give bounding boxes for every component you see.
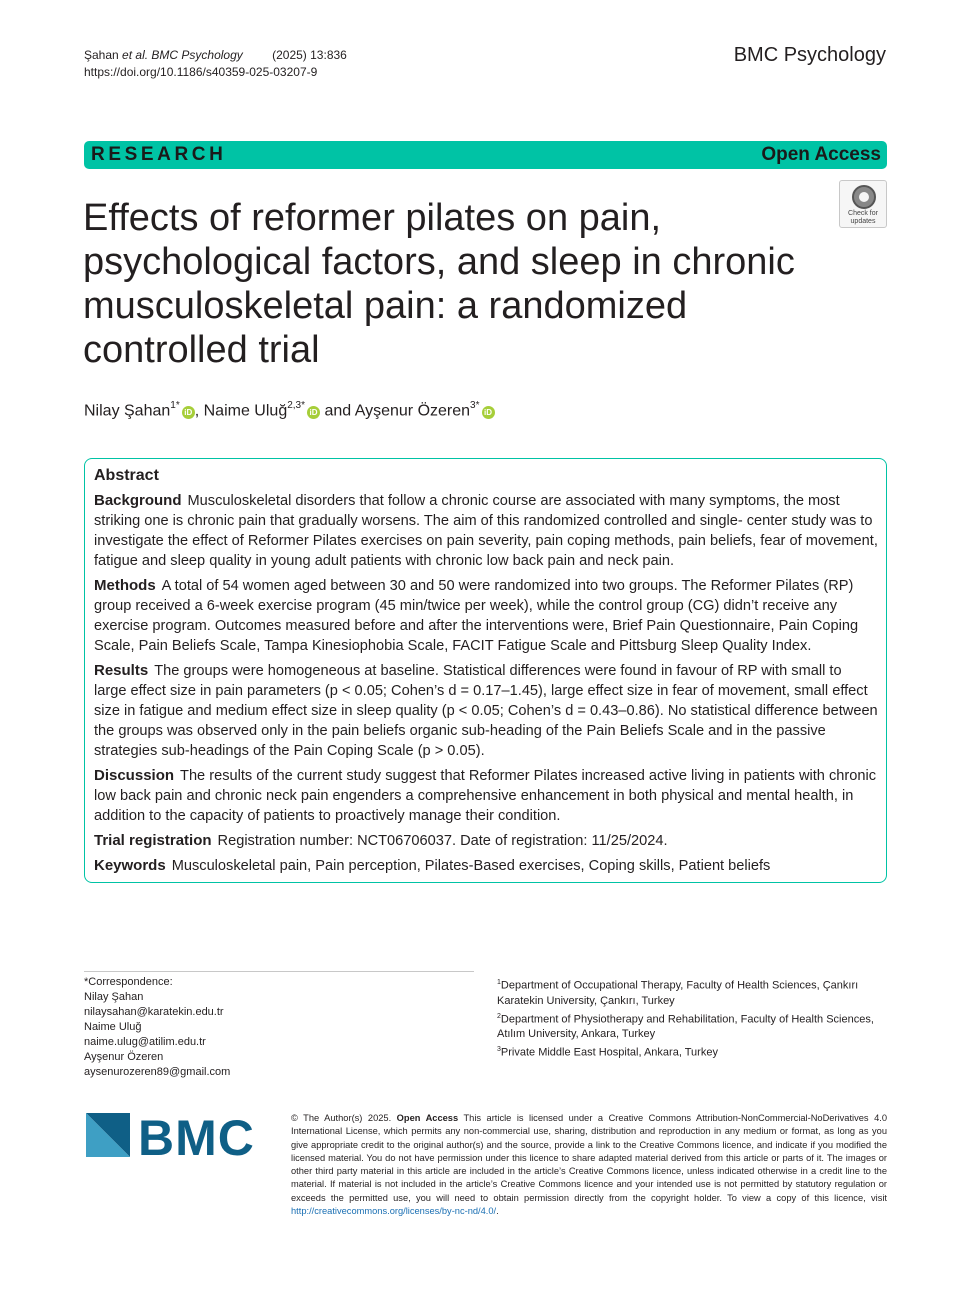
correspondence-name: Naime Uluğ [84,1021,142,1033]
abstract-background [94,491,878,571]
section-heading: Keywords [94,857,166,874]
section-text: The groups were homogeneous at baseline. Statistical differences were found in favour of RP with small to large effect size in pain parameters (p < 0.05; Cohen’s d = 0.17–1.45), large effect size in fear of movement, small effect size in fatigue and medium effect size in sleep quality (p < 0.05; Cohen’s d = 0.43–0.86). No statistical difference between the groups was observed only in the pain beliefs organic sub-heading of the Pain Beliefs Scale and in the passive strategies sub-headings of the Pain Coping Scale (p > 0.05). [94,663,878,759]
license-open-access: Open Access [396,1113,459,1123]
affiliation-text: Department of Occupational Therapy, Faculty of Health Sciences, Çankırı Karatekin University, Çankırı, Turkey [497,979,859,1007]
license-statement [291,1112,887,1218]
license-body: This article is licensed under a Creative Commons Attribution-NonCommercial-NoDerivatives 4.0 International License, which permits any non-commercial use, sharing, distribution and reproduction in any medium or format, as long as you give appropriate credit to the original author(s) and the source, provide a link to the Creative Commons licence, and indicate if you modified the licensed material. You do not have permission under this licence to share adapted material derived from this article or parts of it. The images or other third party material in this article are included in the article’s Creative Commons licence, unless indicated otherwise in a credit line to the material. If material is not included in the article’s Creative Commons licence and your intended use is not permitted by statutory regulation or exceeds the permitted use, you will need to obtain permission directly from the copyright holder. To view a copy of this licence, visit [291,1113,887,1203]
section-heading: Discussion [94,767,175,784]
abstract-trial-registration [94,831,878,851]
correspondence-name: Nilay Şahan [84,991,144,1003]
author-affiliation-marker: 2,3* [287,400,306,411]
check-for-updates-badge[interactable] [839,180,887,228]
abstract-results [94,661,878,761]
affiliation-number: 3 [497,1046,501,1054]
correspondence-name: Ayşenur Özeren [84,1051,164,1063]
section-heading: Methods [94,577,156,594]
citation-volume: (2025) 13:836 [272,48,347,62]
abstract-heading: Abstract [94,467,159,484]
license-prefix: © The Author(s) 2025. [291,1113,392,1123]
article-type-banner [84,141,887,169]
author-name: Nilay Şahan [84,402,171,420]
journal-name: BMC Psychology [733,44,886,66]
affiliation-item [497,1042,877,1061]
affiliation-text: Department of Physiotherapy and Rehabilitation, Faculty of Health Sciences, Atılım University, Ankara, Turkey [497,1013,874,1041]
license-suffix: . [496,1206,499,1217]
bmc-logo [84,1111,266,1159]
section-heading: Results [94,662,149,679]
bmc-logo-text: BMC [138,1111,255,1159]
abstract-keywords [94,856,878,876]
correspondence-email[interactable]: naime.ulug@atilim.edu.tr [84,1036,206,1048]
correspondence-label: *Correspondence: [84,976,173,988]
section-heading: Trial registration [94,832,212,849]
orcid-icon[interactable]: iD [182,406,195,419]
affiliation-number: 2 [497,1012,501,1020]
abstract-discussion [94,766,878,826]
section-text: A total of 54 women aged between 30 and 50 were randomized into two groups. The Reformer Pilates (RP) group received a 6-week exercise program (45 min/twice per week), while the control group (CG) didn’t receive any exercise program. Outcomes measured before and after the interventions were, Brief Pain Questionnaire, Pain Coping Scale, Pain Beliefs Scale, Tampa Kinesiophobia Scale, FACIT Fatigue Scale and Pittsburg Sleep Quality Index. [94,578,859,654]
author-separator: and [320,402,355,420]
affiliations-block [497,975,877,1061]
crossmark-label: Check for updates [848,210,878,225]
citation-block [84,47,347,81]
section-text: Musculoskeletal pain, Pain perception, Pilates-Based exercises, Coping skills, Patient beliefs [171,858,771,874]
affiliation-number: 1 [497,979,501,986]
author-list [84,401,495,420]
author-name: Ayşenur Özeren [354,402,471,420]
section-heading: Background [94,492,182,509]
correspondence-email[interactable]: aysenurozeren89@gmail.com [84,1066,231,1078]
open-access-label: Open Access [761,144,881,165]
citation-author: Şahan [84,48,119,62]
section-text: The results of the current study suggest that Reformer Pilates increased active living in patients with chronic low back pain and chronic neck pain engenders a comprehensive enhancement in both physical and mental health, in addition to the capacity of patients to proactively manage their condition. [94,768,876,824]
correspondence-email[interactable]: nilaysahan@karatekin.edu.tr [84,1006,224,1018]
correspondence-block [84,975,230,1080]
doi-link[interactable]: https://doi.org/10.1186/s40359-025-03207-9 [84,65,318,79]
author-name: Naime Uluğ [203,402,288,420]
affiliation-item [497,1009,877,1043]
crossmark-icon [852,185,876,209]
author-affiliation-marker: 1* [170,400,180,411]
affiliation-text: Private Middle East Hospital, Ankara, Turkey [500,1046,718,1059]
section-text: Registration number: NCT06706037. Date of registration: 11/25/2024. [217,833,668,849]
footnote-divider [84,971,474,972]
article-type-label: RESEARCH [91,144,227,165]
abstract-methods [94,576,878,656]
orcid-icon[interactable]: iD [307,406,320,419]
author-affiliation-marker: 3* [470,400,480,411]
orcid-icon[interactable]: iD [482,406,495,419]
section-text: Musculoskeletal disorders that follow a chronic course are associated with many symptoms, the most striking one is chronic pain that gradually worsens. The aim of this randomized controlled and single- center study was to investigate the effect of Reformer Pilates exercises on pain severity, pain coping methods, pain beliefs, fear of movement, fatigue and sleep quality in young adult patients with chronic low back pain and neck pain. [94,493,878,569]
citation-journal: et al. BMC Psychology [122,48,243,62]
license-link[interactable]: http://creativecommons.org/licenses/by-nc-nd/4.0/ [291,1206,497,1217]
affiliation-item [497,975,877,1009]
citation-line [84,47,347,64]
article-title: Effects of reformer pilates on pain, psychological factors, and sleep in chronic musculoskeletal pain: a randomized controlled trial [83,197,795,371]
author-separator: , [194,402,204,420]
